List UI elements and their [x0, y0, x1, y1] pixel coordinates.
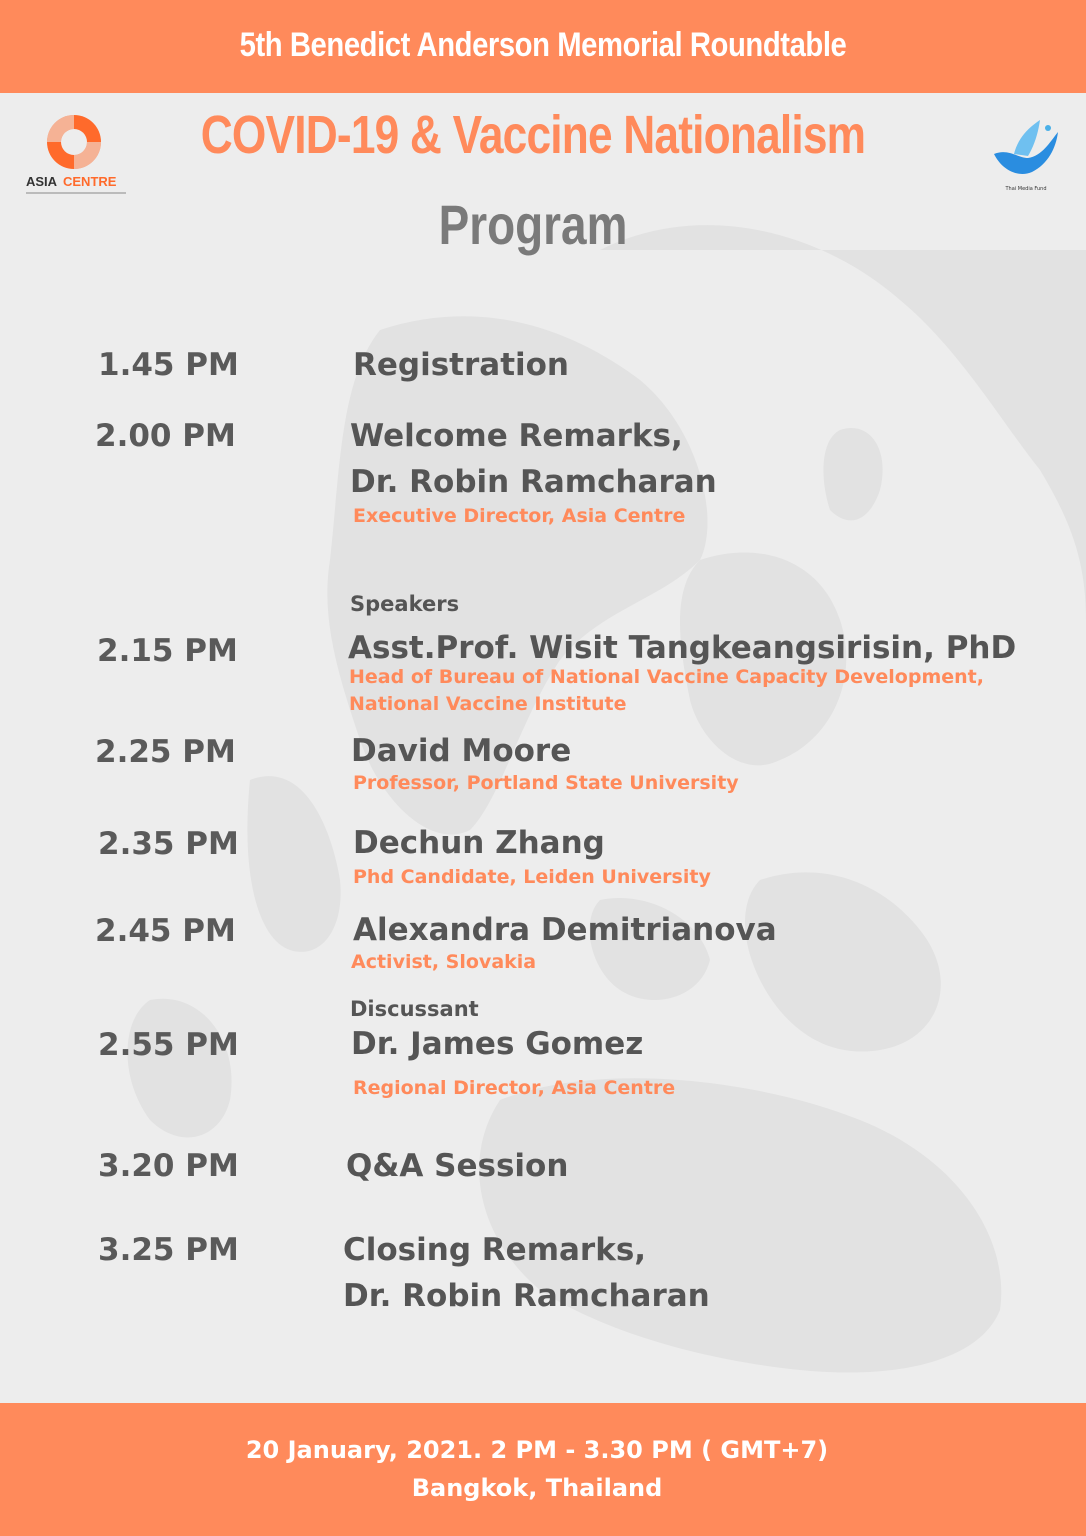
logo-text-asia: ASIA [26, 174, 58, 189]
top-banner [0, 0, 1086, 93]
time-discussant: 2.55 PM [98, 1027, 239, 1063]
time-closing: 3.25 PM [98, 1232, 239, 1268]
page-subtitle: Program [438, 193, 628, 256]
logo-caption: Thai Media Fund [1005, 186, 1047, 192]
speaker-1-affiliation: National Vaccine Institute [349, 693, 627, 715]
speaker-2-name: David Moore [351, 733, 572, 769]
time-speaker-4: 2.45 PM [95, 913, 236, 949]
speaker-4-name: Alexandra Demitrianova [353, 912, 777, 948]
logo-text-centre: CENTRE [63, 174, 117, 189]
discussant-name: Dr. James Gomez [351, 1026, 644, 1062]
welcome-speaker-name: Dr. Robin Ramcharan [350, 464, 717, 500]
bottom-banner [0, 1403, 1086, 1536]
speaker-1-role: Head of Bureau of National Vaccine Capacity Development, [349, 666, 984, 688]
speaker-3-role: Phd Candidate, Leiden University [353, 866, 711, 888]
time-speaker-1: 2.15 PM [97, 633, 238, 669]
item-registration: Registration [353, 347, 570, 383]
item-welcome: Welcome Remarks, [350, 418, 683, 454]
speaker-3-name: Dechun Zhang [353, 825, 605, 861]
item-qa: Q&A Session [346, 1148, 569, 1184]
item-closing: Closing Remarks, [343, 1232, 647, 1268]
speakers-label: Speakers [350, 592, 460, 616]
time-speaker-3: 2.35 PM [98, 826, 239, 862]
speaker-4-role: Activist, Slovakia [351, 951, 537, 973]
event-location: Bangkok, Thailand [411, 1474, 663, 1502]
time-registration: 1.45 PM [98, 347, 239, 383]
welcome-speaker-role: Executive Director, Asia Centre [353, 505, 686, 527]
speaker-1-name: Asst.Prof. Wisit Tangkeangsirisin, PhD [348, 630, 1017, 666]
event-series-title: 5th Benedict Anderson Memorial Roundtable [239, 26, 847, 64]
closing-speaker-name: Dr. Robin Ramcharan [343, 1278, 710, 1314]
thai-media-fund-logo [988, 118, 1064, 194]
speaker-2-role: Professor, Portland State University [353, 772, 739, 794]
discussant-label: Discussant [350, 997, 479, 1021]
time-qa: 3.20 PM [98, 1148, 239, 1184]
discussant-role: Regional Director, Asia Centre [353, 1077, 676, 1099]
dove-icon [988, 118, 1064, 194]
time-welcome: 2.00 PM [95, 418, 236, 454]
time-speaker-2: 2.25 PM [95, 734, 236, 770]
event-date: 20 January, 2021. 2 PM - 3.30 PM ( GMT+7) [245, 1436, 829, 1464]
page-title: COVID-19 & Vaccine Nationalism [200, 105, 866, 165]
